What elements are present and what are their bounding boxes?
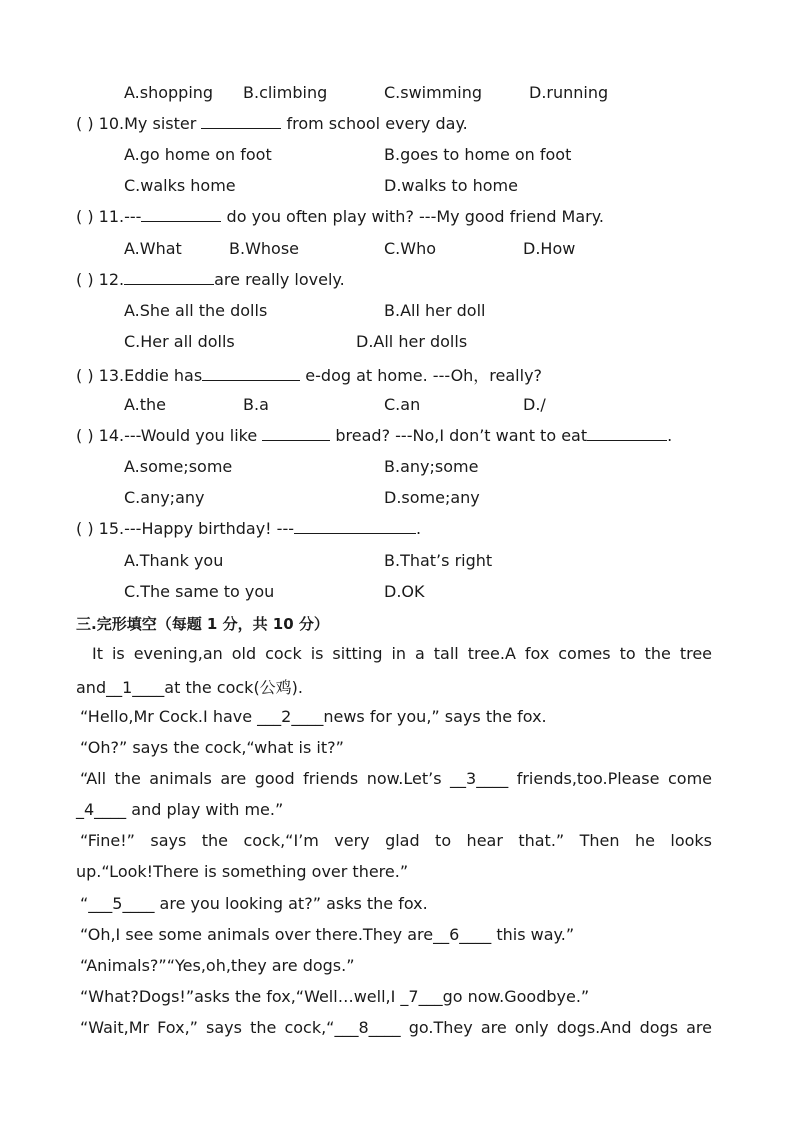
question-12-stem-start: 12. — [98, 270, 125, 289]
passage-line-7: “Fine!” says the cock,“I’m very glad to hear that.” Then he looks — [80, 831, 712, 850]
question-14 — [76, 426, 672, 445]
answer-blank-1[interactable] — [262, 426, 330, 441]
q12-option-b: B.All her doll — [384, 301, 486, 320]
answer-blank[interactable] — [294, 519, 416, 534]
answer-paren[interactable]: ( ) — [76, 207, 94, 226]
question-10 — [76, 114, 468, 133]
passage-line-1: It is evening,an old cock is sitting in a tall tree.A fox comes to the tree — [92, 644, 712, 663]
q9-option-a: A.shopping — [124, 83, 214, 102]
q12-option-c: C.Her all dolls — [124, 332, 235, 351]
question-11-stem-start: 11.--- — [98, 207, 142, 226]
answer-paren[interactable]: ( ) — [76, 270, 94, 289]
answer-blank-2[interactable] — [587, 426, 667, 441]
passage-line-9: “___5____ are you looking at?” asks the fox. — [80, 894, 428, 913]
q11-option-d: D.How — [523, 239, 576, 258]
passage-line-12: “What?Dogs!”asks the fox,“Well…well,I _7___go now.Goodbye.” — [80, 987, 590, 1006]
answer-paren[interactable]: ( ) — [76, 519, 94, 538]
section-3-heading: 三.完形填空（每题 1 分，共 10 分） — [76, 615, 329, 633]
question-12-stem-end: are really lovely. — [214, 270, 345, 289]
question-11-stem-end: do you often play with? ---My good friend Mary. — [226, 207, 605, 226]
q11-option-a: A.What — [124, 239, 182, 258]
q10-option-c: C.walks home — [124, 176, 236, 195]
question-12 — [76, 270, 345, 289]
answer-paren[interactable]: ( ) — [76, 114, 94, 133]
answer-blank[interactable] — [201, 114, 281, 129]
q10-option-b: B.goes to home on foot — [384, 145, 572, 164]
q14-option-b: B.any;some — [384, 457, 479, 476]
q12-option-a: A.She all the dolls — [124, 301, 268, 320]
q11-option-c: C.Who — [384, 239, 437, 258]
q14-option-a: A.some;some — [124, 457, 233, 476]
question-11 — [76, 207, 604, 226]
passage-line-8: up.“Look!There is something over there.” — [76, 862, 409, 881]
answer-paren[interactable]: ( ) — [76, 426, 94, 445]
q13-option-c: C.an — [384, 395, 421, 414]
question-14-stem-end: . — [667, 426, 673, 445]
question-13-stem-start: 13.Eddie has — [98, 366, 203, 385]
q13-option-a: A.the — [124, 395, 167, 414]
q15-option-d: D.OK — [384, 582, 425, 601]
q13-option-d: D./ — [523, 395, 546, 414]
q14-option-c: C.any;any — [124, 488, 205, 507]
answer-paren[interactable]: ( ) — [76, 366, 94, 385]
q13-option-b: B.a — [243, 395, 269, 414]
passage-line-6: _4____ and play with me.” — [76, 800, 284, 819]
question-15-stem-start: 15.---Happy birthday! --- — [98, 519, 294, 538]
q14-option-d: D.some;any — [384, 488, 480, 507]
question-14-stem-start: 14.---Would you like — [98, 426, 258, 445]
question-10-stem-end: from school every day. — [286, 114, 468, 133]
q9-option-d: D.running — [529, 83, 609, 102]
passage-line-3: “Hello,Mr Cock.I have ___2____news for you,” says the fox. — [80, 707, 547, 726]
question-13 — [76, 363, 542, 386]
passage-line-5: “All the animals are good friends now.Let’s __3____ friends,too.Please come — [80, 769, 712, 788]
passage-line-11: “Animals?”“Yes,oh,they are dogs.” — [80, 956, 355, 975]
q10-option-d: D.walks to home — [384, 176, 518, 195]
question-14-stem-mid: bread? ---No,I don’t want to eat — [335, 426, 588, 445]
q15-option-b: B.That’s right — [384, 551, 493, 570]
q15-option-a: A.Thank you — [124, 551, 224, 570]
answer-blank[interactable] — [202, 366, 300, 381]
q9-option-c: C.swimming — [384, 83, 483, 102]
answer-blank[interactable] — [124, 270, 214, 285]
passage-line-10: “Oh,I see some animals over there.They are__6____ this way.” — [80, 925, 575, 944]
passage-line-2: and__1____at the cock(公鸡). — [76, 678, 304, 697]
passage-line-4: “Oh?” says the cock,“what is it?” — [80, 738, 344, 757]
q9-option-b: B.climbing — [243, 83, 328, 102]
question-10-stem-start: 10.My sister — [98, 114, 197, 133]
q11-option-b: B.Whose — [229, 239, 299, 258]
question-15 — [76, 519, 421, 538]
question-13-stem-end: e-dog at home. ---Oh，really? — [305, 366, 543, 385]
q10-option-a: A.go home on foot — [124, 145, 272, 164]
answer-blank[interactable] — [141, 207, 221, 222]
q12-option-d: D.All her dolls — [356, 332, 468, 351]
q15-option-c: C.The same to you — [124, 582, 275, 601]
passage-line-13: “Wait,Mr Fox,” says the cock,“___8____ go.They are only dogs.And dogs are — [80, 1018, 712, 1037]
question-15-stem-end: . — [415, 519, 422, 538]
